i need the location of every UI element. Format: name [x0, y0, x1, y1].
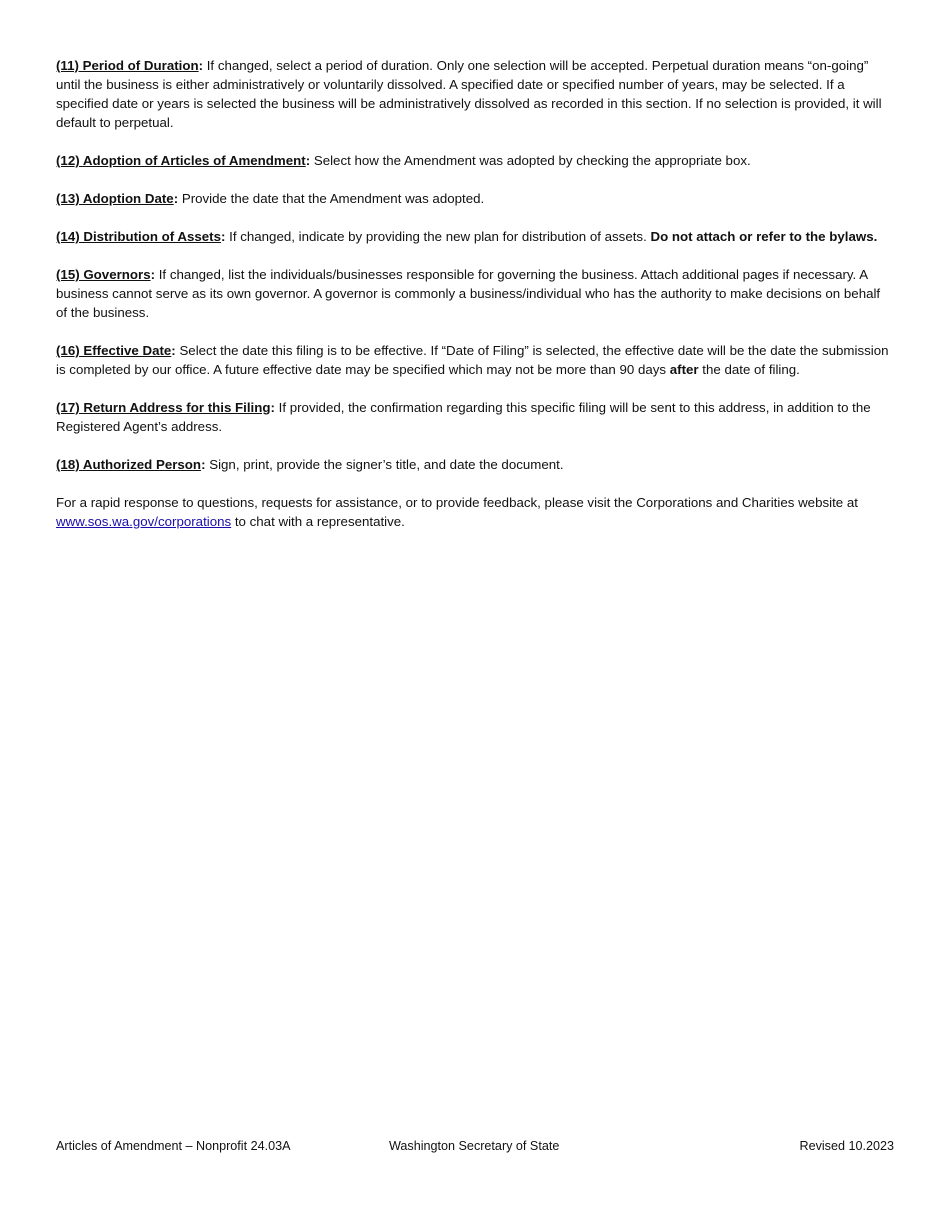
- section-authorized-person: (18) Authorized Person: Sign, print, provide the signer’s title, and date the document.: [56, 457, 564, 472]
- corporations-website-link[interactable]: www.sos.wa.gov/corporations: [56, 514, 232, 529]
- section-heading: (11) Period of Duration: [56, 58, 199, 73]
- section-text: If changed, select a period of duration. Only one selection will be accepted. Perpetual duration means “on-going” until the business is either administratively or voluntarily dissolved. A specified date or specified number of years, may be selected. If a specified date or years is selected the business will be administratively dissolved as recorded in this section. If no selection is provided, it will default to perpetual.: [56, 58, 882, 130]
- section-heading: (13) Adoption Date: [56, 191, 174, 206]
- section-heading: (17) Return Address for this Filing: [56, 400, 271, 415]
- section-text-end: the date of filing.: [702, 362, 800, 377]
- footer-agency: Washington Secretary of State: [389, 1139, 560, 1153]
- instructions-body: [56, 56, 891, 550]
- section-adoption-of-articles: (12) Adoption of Articles of Amendment: Select how the Amendment was adopted by checking the appropriate box.: [56, 153, 751, 168]
- section-text: Select how the Amendment was adopted by checking the appropriate box.: [313, 153, 751, 168]
- section-return-address: (17) Return Address for this Filing: If provided, the confirmation regarding this specific filing will be sent to this address, in addition to the Registered Agent’s address.: [56, 400, 871, 434]
- section-distribution-of-assets: (14) Distribution of Assets: If changed, indicate by providing the new plan for distribution of assets. Do not attach or refer to the bylaws.: [56, 229, 878, 244]
- page-footer: [56, 1139, 894, 1157]
- section-heading: (18) Authorized Person: [56, 457, 202, 472]
- footer-revision: Revised 10.2023: [799, 1139, 894, 1153]
- section-effective-date: (16) Effective Date: Select the date this filing is to be effective. If “Date of Filing” is selected, the effective date will be the date the submission is completed by our office. A future effective date may be specified which may not be more than 90 days after the date of filing.: [56, 343, 889, 377]
- section-adoption-date: (13) Adoption Date: Provide the date that the Amendment was adopted.: [56, 191, 485, 206]
- contact-text: For a rapid response to questions, requests for assistance, or to provide feedback, please visit the Corporations and Charities website at: [56, 495, 858, 510]
- section-text: Sign, print, provide the signer’s title, and date the document.: [209, 457, 564, 472]
- section-governors: (15) Governors: If changed, list the individuals/businesses responsible for governing the business. Attach additional pages if necessary. A business cannot serve as its own governor. A governor is commonly a business/individual who has the authority to make decisions on behalf of the business.: [56, 267, 881, 320]
- section-heading: (16) Effective Date: [56, 343, 172, 358]
- section-text: Provide the date that the Amendment was adopted.: [181, 191, 485, 206]
- footer-form-title: Articles of Amendment – Nonprofit 24.03A: [56, 1139, 291, 1153]
- section-heading: (15) Governors: [56, 267, 151, 282]
- contact-paragraph: [56, 493, 891, 531]
- section-text: If changed, list the individuals/businesses responsible for governing the business. Attach additional pages if necessary. A business cannot serve as its own governor. A governor is commonly a business/individual who has the authority to make decisions on behalf of the business.: [56, 267, 881, 320]
- section-text: If provided, the confirmation regarding this specific filing will be sent to this address, in addition to the Registered Agent’s address.: [56, 400, 871, 434]
- section-text: If changed, indicate by providing the new plan for distribution of assets.: [229, 229, 647, 244]
- section-text: Select the date this filing is to be effective. If “Date of Filing” is selected, the effective date will be the date the submission is completed by our office. A future effective date may be specified which may not be more than 90 days: [56, 343, 889, 377]
- section-period-of-duration: (11) Period of Duration: If changed, select a period of duration. Only one selection will be accepted. Perpetual duration means “on-going” until the business is either administratively or voluntarily dissolved. A specified date or specified number of years, may be selected. If a specified date or years is selected the business will be administratively dissolved as recorded in this section. If no selection is provided, it will default to perpetual.: [56, 58, 882, 130]
- contact-text-end: to chat with a representative.: [234, 514, 405, 529]
- section-heading: (12) Adoption of Articles of Amendment: [56, 153, 306, 168]
- section-bold-word: after: [669, 362, 699, 377]
- section-heading: (14) Distribution of Assets: [56, 229, 221, 244]
- section-bold-note: Do not attach or refer to the bylaws.: [650, 229, 878, 244]
